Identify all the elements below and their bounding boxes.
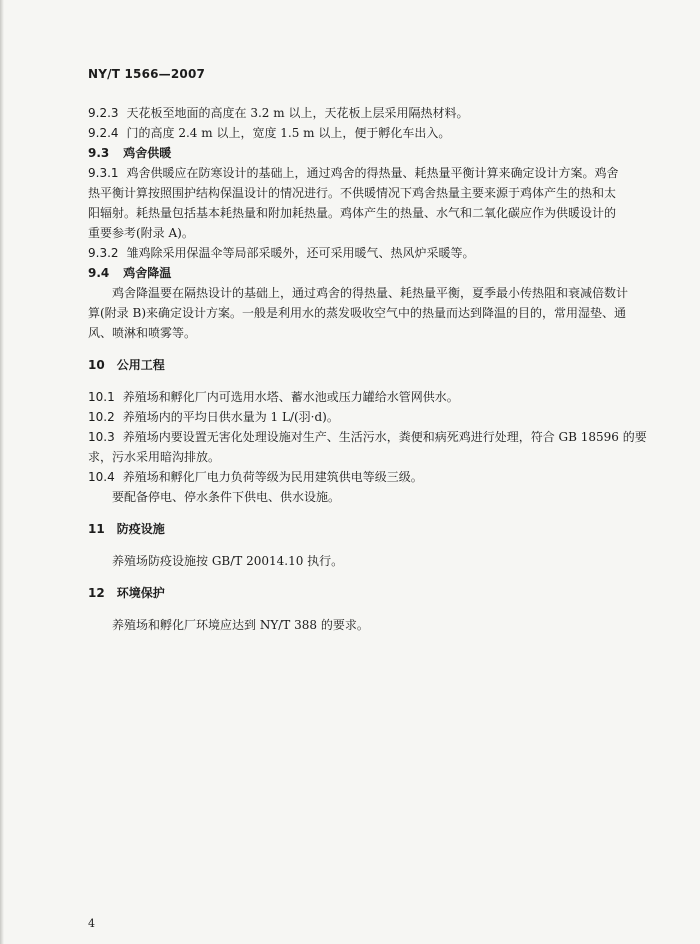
clause-text: 天花板至地面的高度在 3.2 m 以上，天花板上层采用隔热材料。 xyxy=(126,106,469,120)
clause-number: 9.3.2 xyxy=(88,246,119,260)
clause-text-line: 阳辐射。耗热量包括基本耗热量和附加耗热量。鸡体产生的热量、水气和二氧化碳应作为供暖设计的 xyxy=(88,206,617,220)
heading-title: 防疫设施 xyxy=(116,522,165,536)
clause-text-line: 养殖场和孵化厂电力负荷等级为民用建筑供电等级三级。 xyxy=(122,470,423,484)
heading-title: 鸡舍降温 xyxy=(123,266,172,280)
clause-number: 10.1 xyxy=(88,390,115,404)
document-body xyxy=(88,103,648,635)
heading-title: 环境保护 xyxy=(116,586,165,600)
clause-10-1 xyxy=(88,387,648,407)
heading-number: 9.3 xyxy=(88,146,110,160)
section-heading-11 xyxy=(88,519,648,539)
clause-text-line: 要配备停电、停水条件下供电、供水设施。 xyxy=(112,490,341,504)
scan-edge xyxy=(0,0,4,944)
clause-text: 门的高度 2.4 m 以上，宽度 1.5 m 以上，便于孵化车出入。 xyxy=(126,126,451,140)
clause-number: 9.3.1 xyxy=(88,166,119,180)
heading-number: 11 xyxy=(88,522,105,536)
clause-9-2-4 xyxy=(88,123,648,143)
clause-number: 9.2.4 xyxy=(88,126,119,140)
section-heading-9-3 xyxy=(88,143,648,163)
clause-number: 10.3 xyxy=(88,430,115,444)
clause-text-line: 风、喷淋和喷雾等。 xyxy=(88,326,197,340)
clause-10-2 xyxy=(88,407,648,427)
heading-number: 12 xyxy=(88,586,105,600)
clause-9-2-3 xyxy=(88,103,648,123)
clause-text: 雏鸡除采用保温伞等局部采暖外，还可采用暖气、热风炉采暖等。 xyxy=(126,246,475,260)
clause-10-3 xyxy=(88,427,648,467)
clause-10-4 xyxy=(88,467,648,507)
section-heading-9-4 xyxy=(88,263,648,283)
clause-9-3-2 xyxy=(88,243,648,263)
heading-title: 公用工程 xyxy=(116,358,165,372)
heading-number: 10 xyxy=(88,358,105,372)
section-heading-12 xyxy=(88,583,648,603)
clause-number: 9.2.3 xyxy=(88,106,119,120)
clause-text-line: 养殖场内要设置无害化处理设施对生产、生活污水，粪便和病死鸡进行处理，符合 GB 18596 的要 xyxy=(122,430,647,444)
clause-text: 养殖场和孵化厂内可选用水塔、蓄水池或压力罐给水管网供水。 xyxy=(122,390,459,404)
heading-number: 9.4 xyxy=(88,266,110,280)
clause-text-line: 重要参考(附录 A)。 xyxy=(88,226,194,240)
clause-text-line: 鸡舍降温要在隔热设计的基础上，通过鸡舍的得热量、耗热量平衡，夏季最小传热阻和衰减倍数计 xyxy=(112,286,629,300)
clause-12-body: 养殖场和孵化厂环境应达到 NY/T 388 的要求。 xyxy=(112,618,369,632)
clause-11-body: 养殖场防疫设施按 GB/T 20014.10 执行。 xyxy=(112,554,344,568)
clause-text-line: 鸡舍供暖应在防寒设计的基础上，通过鸡舍的得热量、耗热量平衡计算来确定设计方案。鸡舍 xyxy=(126,166,619,180)
standard-code-header: NY/T 1566—2007 xyxy=(88,67,206,81)
page-number: 4 xyxy=(88,917,95,930)
clause-text: 养殖场内的平均日供水量为 1 L/(羽·d)。 xyxy=(122,410,339,424)
heading-title: 鸡舍供暖 xyxy=(123,146,172,160)
clause-text-line: 算(附录 B)来确定设计方案。一般是利用水的蒸发吸收空气中的热量而达到降温的目的，常用湿垫、通 xyxy=(88,306,626,320)
clause-9-4-body xyxy=(88,283,648,343)
clause-text-line: 热平衡计算按照围护结构保温设计的情况进行。不供暖情况下鸡舍热量主要来源于鸡体产生的热和太 xyxy=(88,186,617,200)
section-heading-10 xyxy=(88,355,648,375)
clause-9-3-1 xyxy=(88,163,648,243)
clause-number: 10.2 xyxy=(88,410,115,424)
clause-text-line: 求，污水采用暗沟排放。 xyxy=(88,450,221,464)
clause-number: 10.4 xyxy=(88,470,115,484)
